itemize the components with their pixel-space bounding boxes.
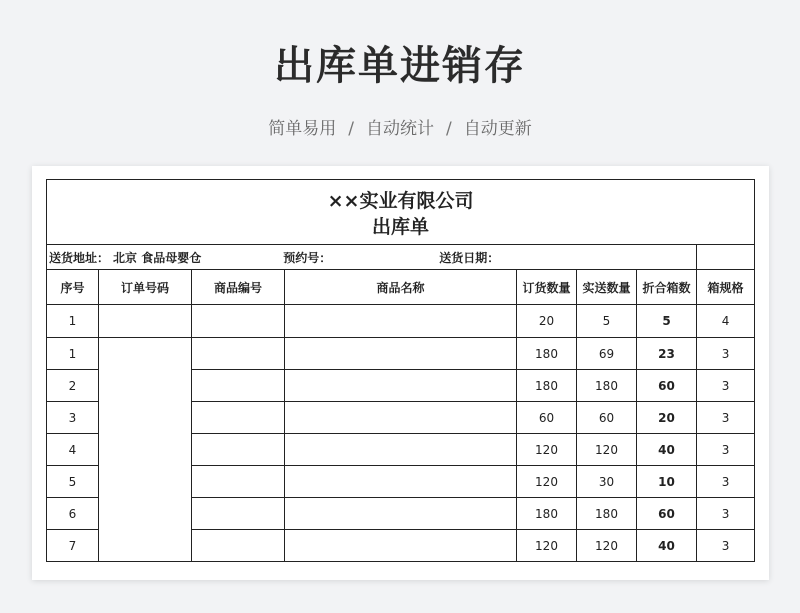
cell-ordered-qty[interactable]: 60 xyxy=(517,402,577,434)
tag-separator: / xyxy=(348,119,354,139)
cell-box-count[interactable]: 20 xyxy=(637,402,697,434)
sheet-heading xyxy=(47,180,755,245)
cell-product-code[interactable] xyxy=(192,402,285,434)
document-card xyxy=(32,166,769,580)
col-box-count: 折合箱数 xyxy=(637,270,697,305)
col-product-name: 商品名称 xyxy=(285,270,517,305)
info-empty-cell[interactable] xyxy=(697,245,755,270)
cell-box-spec[interactable]: 3 xyxy=(697,466,755,498)
cell-sent-qty[interactable]: 60 xyxy=(577,402,637,434)
cell-product-code[interactable] xyxy=(192,530,285,562)
address-label: 送货地址： xyxy=(49,250,110,265)
col-seq: 序号 xyxy=(47,270,99,305)
cell-order-no-merged[interactable] xyxy=(99,338,192,562)
booking-label: 预约号： xyxy=(283,250,332,265)
address-value[interactable]: 北京 食品母婴仓 xyxy=(113,250,202,265)
cell-box-count[interactable]: 40 xyxy=(637,530,697,562)
date-label: 送货日期： xyxy=(439,250,500,265)
company-name: ××实业有限公司 xyxy=(327,190,474,212)
cell-product-name[interactable] xyxy=(285,338,517,370)
col-ordered-qty: 订货数量 xyxy=(517,270,577,305)
cell-ordered-qty[interactable]: 120 xyxy=(517,466,577,498)
cell-product-code[interactable] xyxy=(192,434,285,466)
cell-product-name[interactable] xyxy=(285,466,517,498)
cell-seq[interactable]: 5 xyxy=(47,466,99,498)
table-row xyxy=(47,305,755,338)
cell-box-count[interactable]: 23 xyxy=(637,338,697,370)
cell-seq[interactable]: 6 xyxy=(47,498,99,530)
cell-seq[interactable]: 4 xyxy=(47,434,99,466)
cell-sent-qty[interactable]: 180 xyxy=(577,370,637,402)
cell-sent-qty[interactable]: 69 xyxy=(577,338,637,370)
cell-sent-qty[interactable]: 180 xyxy=(577,498,637,530)
cell-product-code[interactable] xyxy=(192,466,285,498)
cell-product-name[interactable] xyxy=(285,402,517,434)
cell-box-spec[interactable]: 4 xyxy=(697,305,755,338)
cell-order-no[interactable] xyxy=(99,305,192,338)
cell-ordered-qty[interactable]: 120 xyxy=(517,434,577,466)
cell-ordered-qty[interactable]: 180 xyxy=(517,370,577,402)
cell-box-count[interactable]: 10 xyxy=(637,466,697,498)
cell-box-spec[interactable]: 3 xyxy=(697,498,755,530)
cell-product-code[interactable] xyxy=(192,370,285,402)
table-row xyxy=(47,338,755,370)
cell-ordered-qty[interactable]: 180 xyxy=(517,498,577,530)
cell-box-count[interactable]: 5 xyxy=(637,305,697,338)
col-order-no: 订单号码 xyxy=(99,270,192,305)
cell-box-count[interactable]: 40 xyxy=(637,434,697,466)
tag-easy: 简单易用 xyxy=(268,119,337,139)
col-box-spec: 箱规格 xyxy=(697,270,755,305)
cell-product-code[interactable] xyxy=(192,338,285,370)
cell-sent-qty[interactable]: 120 xyxy=(577,434,637,466)
cell-box-spec[interactable]: 3 xyxy=(697,402,755,434)
cell-sent-qty[interactable]: 30 xyxy=(577,466,637,498)
cell-seq[interactable]: 7 xyxy=(47,530,99,562)
info-cell xyxy=(47,245,697,270)
cell-product-name[interactable] xyxy=(285,498,517,530)
outbound-sheet xyxy=(46,179,755,562)
cell-ordered-qty[interactable]: 120 xyxy=(517,530,577,562)
cell-product-code[interactable] xyxy=(192,305,285,338)
subtitle-tags xyxy=(0,114,800,139)
cell-product-code[interactable] xyxy=(192,498,285,530)
cell-seq[interactable]: 2 xyxy=(47,370,99,402)
tag-auto-update: 自动更新 xyxy=(463,119,532,139)
cell-seq[interactable]: 1 xyxy=(47,305,99,338)
cell-box-spec[interactable]: 3 xyxy=(697,370,755,402)
cell-sent-qty[interactable]: 5 xyxy=(577,305,637,338)
form-name: 出库单 xyxy=(372,216,430,238)
col-product-code: 商品编号 xyxy=(192,270,285,305)
tag-auto-stat: 自动统计 xyxy=(366,119,434,139)
col-sent-qty: 实送数量 xyxy=(577,270,637,305)
column-header-row xyxy=(47,270,755,305)
cell-product-name[interactable] xyxy=(285,370,517,402)
cell-ordered-qty[interactable]: 20 xyxy=(517,305,577,338)
cell-product-name[interactable] xyxy=(285,305,517,338)
cell-box-spec[interactable]: 3 xyxy=(697,338,755,370)
cell-sent-qty[interactable]: 120 xyxy=(577,530,637,562)
cell-seq[interactable]: 1 xyxy=(47,338,99,370)
cell-product-name[interactable] xyxy=(285,530,517,562)
cell-box-count[interactable]: 60 xyxy=(637,498,697,530)
page-title: 出库单进销存 xyxy=(274,43,526,89)
cell-box-spec[interactable]: 3 xyxy=(697,434,755,466)
cell-ordered-qty[interactable]: 180 xyxy=(517,338,577,370)
tag-separator: / xyxy=(446,119,452,139)
cell-seq[interactable]: 3 xyxy=(47,402,99,434)
cell-product-name[interactable] xyxy=(285,434,517,466)
cell-box-spec[interactable]: 3 xyxy=(697,530,755,562)
cell-box-count[interactable]: 60 xyxy=(637,370,697,402)
